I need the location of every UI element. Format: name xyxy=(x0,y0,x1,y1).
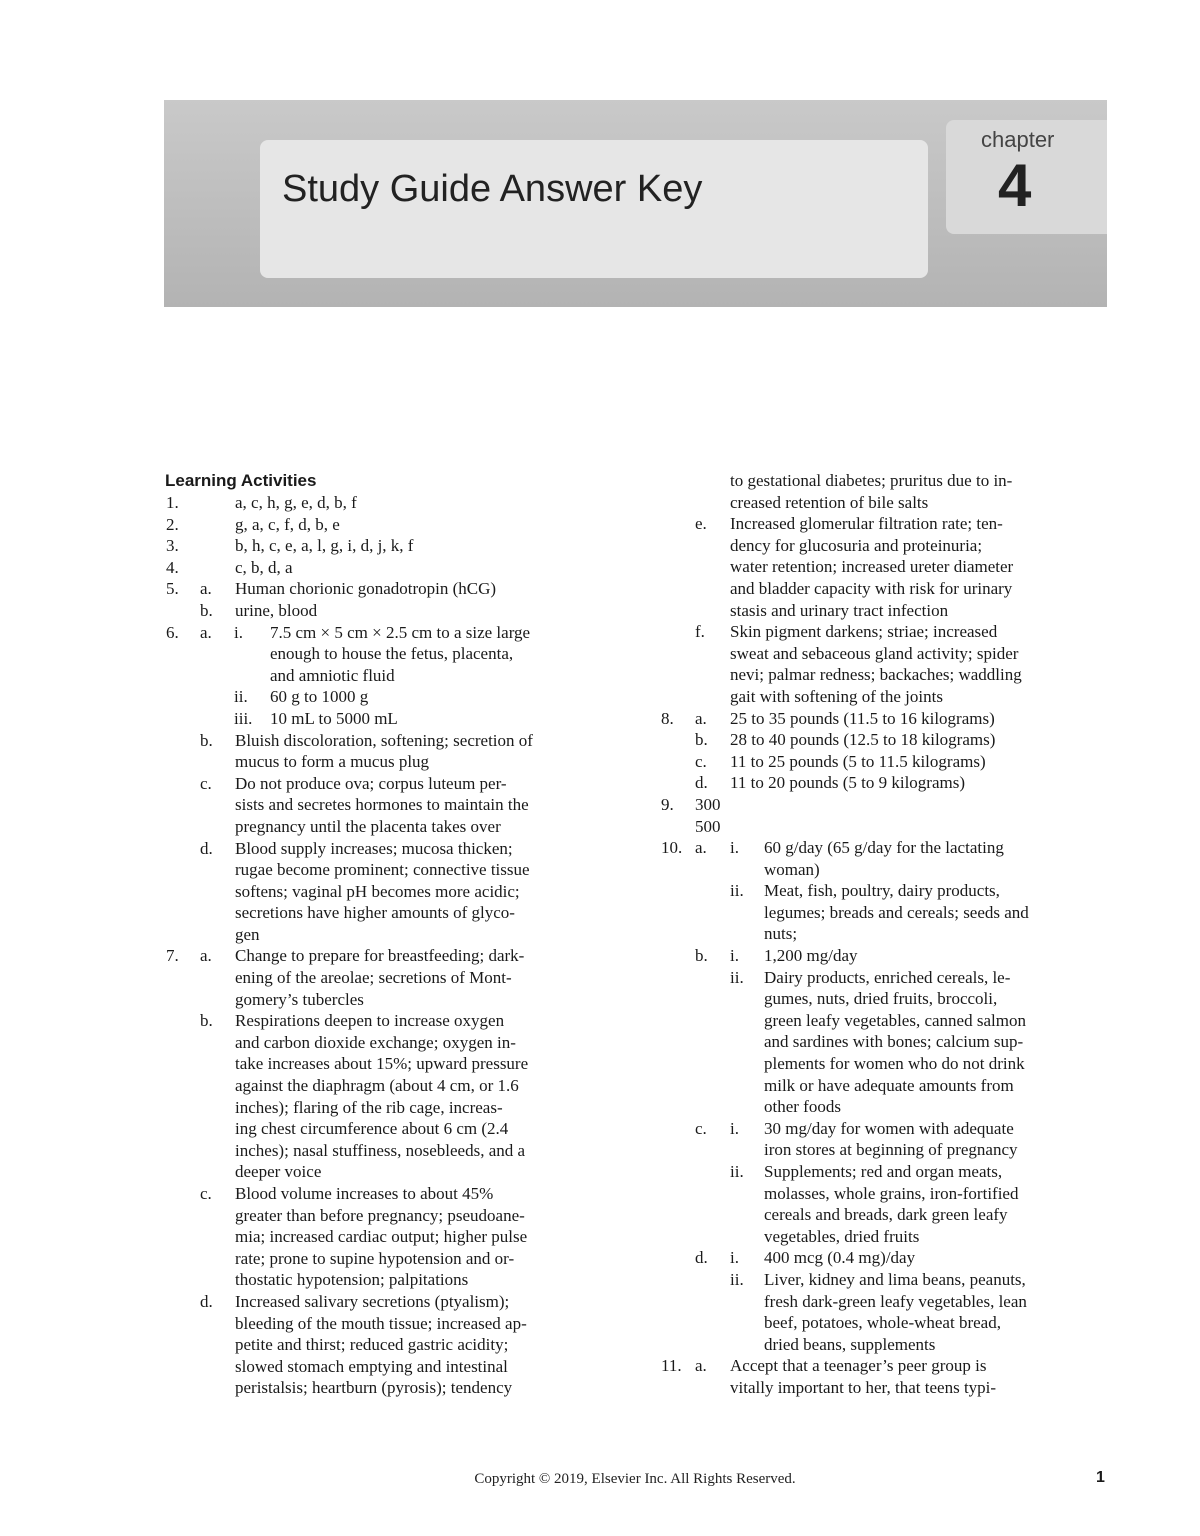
answer-text: water retention; increased ureter diameter xyxy=(730,557,1014,577)
sub-letter: b. xyxy=(695,730,708,750)
answer-line xyxy=(660,1053,1120,1075)
item-number: 9. xyxy=(661,794,674,814)
answer-text: 11 to 25 pounds (5 to 11.5 kilograms) xyxy=(730,751,986,771)
answer-line xyxy=(165,794,620,816)
answer-line xyxy=(660,772,1120,794)
answer-text: sists and secretes hormones to maintain the xyxy=(235,795,529,815)
answer-text: plements for women who do not drink xyxy=(764,1054,1025,1074)
answer-text: mucus to form a mucus plug xyxy=(235,752,430,772)
answer-text: ening of the areolae; secretions of Mont- xyxy=(235,968,512,988)
roman-numeral: ii. xyxy=(234,687,248,707)
answer-line xyxy=(660,1226,1120,1248)
answer-text: to gestational diabetes; pruritus due to in- xyxy=(730,471,1013,490)
item-number: 10. xyxy=(661,838,683,858)
answer-text: deeper voice xyxy=(235,1162,322,1182)
answer-text: and bladder capacity with risk for urinary xyxy=(730,578,1013,598)
answer-text: gomery’s tubercles xyxy=(235,989,364,1009)
left-column xyxy=(165,470,620,1399)
answer-text: woman) xyxy=(764,859,820,879)
answer-text: beef, potatoes, whole-wheat bread, xyxy=(764,1313,1001,1333)
answer-line xyxy=(165,557,620,579)
answer-line xyxy=(660,621,1120,643)
answer-text: iron stores at beginning of pregnancy xyxy=(764,1140,1018,1160)
answer-line xyxy=(660,1334,1120,1356)
answer-line xyxy=(165,1226,620,1248)
roman-numeral: ii. xyxy=(730,967,744,987)
answer-text: softens; vaginal pH becomes more acidic; xyxy=(235,881,520,901)
answer-line xyxy=(165,708,620,730)
answer-line xyxy=(165,1183,620,1205)
answer-text: stasis and urinary tract infection xyxy=(730,600,949,620)
answer-line xyxy=(660,729,1120,751)
answer-line xyxy=(660,1118,1120,1140)
answer-line xyxy=(165,514,620,536)
answer-line xyxy=(165,665,620,687)
answer-line xyxy=(165,1356,620,1378)
answer-line xyxy=(660,578,1120,600)
answer-line xyxy=(660,686,1120,708)
answer-text: nevi; palmar redness; backaches; waddling xyxy=(730,665,1022,685)
answer-text: Supplements; red and organ meats, xyxy=(764,1162,1003,1181)
answer-text: and sardines with bones; calcium sup- xyxy=(764,1032,1024,1052)
answer-text: 60 g to 1000 g xyxy=(270,687,369,707)
answer-line xyxy=(660,967,1120,989)
answer-text: Skin pigment darkens; striae; increased xyxy=(730,622,998,642)
answer-line xyxy=(660,923,1120,945)
answer-line xyxy=(660,1161,1120,1183)
answer-text: Blood volume increases to about 45% xyxy=(235,1184,494,1203)
answer-line xyxy=(165,1334,620,1356)
chapter-box xyxy=(946,120,1107,234)
sub-letter: d. xyxy=(200,1291,213,1311)
answer-text: gait with softening of the joints xyxy=(730,686,943,706)
chapter-number: 4 xyxy=(998,152,1032,219)
answer-line xyxy=(165,622,620,644)
chapter-banner xyxy=(164,100,1107,307)
answer-text: thostatic hypotension; palpitations xyxy=(235,1270,469,1290)
sub-letter: c. xyxy=(695,1118,707,1138)
answer-line xyxy=(660,1075,1120,1097)
answer-line xyxy=(660,1312,1120,1334)
roman-numeral: i. xyxy=(730,838,739,858)
right-column xyxy=(660,470,1120,1399)
sub-letter: a. xyxy=(200,622,212,642)
answer-text: 10 mL to 5000 mL xyxy=(270,708,398,728)
item-number: 8. xyxy=(661,708,674,728)
answer-text: vegetables, dried fruits xyxy=(764,1226,920,1246)
answer-line xyxy=(165,751,620,773)
answer-text: petite and thirst; reduced gastric acidity; xyxy=(235,1335,509,1355)
answer-line xyxy=(660,492,1120,514)
answer-text: Liver, kidney and lima beans, peanuts, xyxy=(764,1269,1026,1289)
answer-text: g, a, c, f, d, b, e xyxy=(235,514,340,534)
answer-line xyxy=(165,1248,620,1270)
sub-letter: a. xyxy=(695,1356,707,1376)
answer-line xyxy=(165,535,620,557)
sub-letter: e. xyxy=(695,514,707,534)
sub-letter: 500 xyxy=(695,816,721,836)
answer-text: 1,200 mg/day xyxy=(764,946,858,966)
answer-line xyxy=(165,1097,620,1119)
sub-letter: c. xyxy=(695,751,707,771)
sub-letter: d. xyxy=(200,838,213,858)
answer-line xyxy=(165,1075,620,1097)
answer-line xyxy=(660,1204,1120,1226)
answer-line xyxy=(165,1313,620,1335)
answer-text: a, c, h, g, e, d, b, f xyxy=(235,493,357,512)
answer-line xyxy=(165,1140,620,1162)
answer-text: Blood supply increases; mucosa thicken; xyxy=(235,838,513,858)
answer-text: nuts; xyxy=(764,924,798,944)
answer-text: greater than before pregnancy; pseudoane- xyxy=(235,1205,525,1225)
answer-text: Meat, fish, poultry, dairy products, xyxy=(764,881,1000,901)
answer-line xyxy=(660,535,1120,557)
answer-line xyxy=(660,470,1120,492)
answer-text: 30 mg/day for women with adequate xyxy=(764,1118,1014,1138)
answer-line xyxy=(660,751,1120,773)
sub-letter: d. xyxy=(695,1248,708,1268)
sub-letter: d. xyxy=(695,773,708,793)
answer-line xyxy=(660,902,1120,924)
answer-line xyxy=(165,1118,620,1140)
answer-text: against the diaphragm (about 4 cm, or 1.6 xyxy=(235,1076,519,1096)
answer-text: bleeding of the mouth tissue; increased ap- xyxy=(235,1313,527,1333)
answer-line xyxy=(165,578,620,600)
answer-text: b, h, c, e, a, l, g, i, d, j, k, f xyxy=(235,536,414,556)
chapter-label: chapter xyxy=(981,127,1055,152)
copyright-notice: Copyright © 2019, Elsevier Inc. All Rights Reserved. xyxy=(474,1471,796,1487)
answer-text: 28 to 40 pounds (12.5 to 18 kilograms) xyxy=(730,730,996,750)
answer-text: peristalsis; heartburn (pyrosis); tendency xyxy=(235,1378,513,1398)
answer-text: Human chorionic gonadotropin (hCG) xyxy=(235,579,497,599)
answer-line xyxy=(660,643,1120,665)
answer-text: urine, blood xyxy=(235,600,318,620)
answer-text: 7.5 cm × 5 cm × 2.5 cm to a size large xyxy=(270,622,531,642)
answer-line xyxy=(165,730,620,752)
answer-text: milk or have adequate amounts from xyxy=(764,1075,1014,1095)
answer-text: vitally important to her, that teens typi- xyxy=(730,1377,997,1397)
item-number: 5. xyxy=(166,579,179,599)
answer-text: gen xyxy=(235,924,260,944)
answer-line xyxy=(165,1053,620,1075)
answer-text: gumes, nuts, dried fruits, broccoli, xyxy=(764,989,998,1009)
answer-line xyxy=(660,708,1120,730)
item-number: 1. xyxy=(166,493,179,512)
title-box xyxy=(260,140,928,278)
answer-line xyxy=(660,1183,1120,1205)
answer-line xyxy=(165,643,620,665)
answer-line xyxy=(660,859,1120,881)
answer-line xyxy=(660,1010,1120,1032)
answer-line xyxy=(660,1377,1120,1399)
answer-line xyxy=(165,1010,620,1032)
answer-text: other foods xyxy=(764,1097,841,1117)
sub-letter: b. xyxy=(200,600,213,620)
item-number: 11. xyxy=(661,1356,682,1376)
answer-line xyxy=(660,1031,1120,1053)
answer-line xyxy=(165,859,620,881)
answer-text: and carbon dioxide exchange; oxygen in- xyxy=(235,1032,516,1052)
answer-line xyxy=(165,1161,620,1183)
answer-list-left xyxy=(165,492,620,1399)
answer-line xyxy=(165,600,620,622)
page-title: Study Guide Answer Key xyxy=(282,168,703,210)
roman-numeral: ii. xyxy=(730,1162,744,1181)
answer-line xyxy=(165,902,620,924)
answer-text: Change to prepare for breastfeeding; dark- xyxy=(235,946,525,966)
answer-text: take increases about 15%; upward pressure xyxy=(235,1054,529,1074)
answer-line xyxy=(660,600,1120,622)
item-number: 4. xyxy=(166,557,179,577)
answer-line xyxy=(660,816,1120,838)
answer-text: Increased salivary secretions (ptyalism); xyxy=(235,1291,510,1311)
answer-line xyxy=(660,880,1120,902)
answer-text: rugae become prominent; connective tissue xyxy=(235,860,530,880)
answer-text: mia; increased cardiac output; higher pulse xyxy=(235,1227,528,1247)
sub-letter: b. xyxy=(200,1011,213,1031)
sub-letter: a. xyxy=(200,946,212,966)
answer-text: inches); flaring of the rib cage, increas- xyxy=(235,1097,503,1117)
answer-line xyxy=(660,794,1120,816)
sub-letter: a. xyxy=(200,579,212,599)
answer-text: Do not produce ova; corpus luteum per- xyxy=(235,773,507,793)
sub-letter: b. xyxy=(695,946,708,966)
answer-line xyxy=(165,1377,620,1399)
item-number: 3. xyxy=(166,536,179,556)
item-number: 2. xyxy=(166,514,179,534)
sub-letter: c. xyxy=(200,1184,212,1203)
answer-line xyxy=(165,816,620,838)
answer-text: dried beans, supplements xyxy=(764,1334,936,1354)
answer-line xyxy=(660,1247,1120,1269)
answer-line xyxy=(660,664,1120,686)
page-number: 1 xyxy=(1096,1469,1105,1486)
answer-line xyxy=(660,556,1120,578)
answer-text: legumes; breads and cereals; seeds and xyxy=(764,902,1029,922)
answer-list-right xyxy=(660,470,1120,1399)
roman-numeral: iii. xyxy=(234,708,253,728)
answer-text: pregnancy until the placenta takes over xyxy=(235,816,501,836)
answer-line xyxy=(660,1139,1120,1161)
answer-line xyxy=(165,838,620,860)
answer-line xyxy=(660,837,1120,859)
answer-line xyxy=(165,967,620,989)
answer-text: and amniotic fluid xyxy=(270,665,395,685)
answer-line xyxy=(660,513,1120,535)
answer-text: ing chest circumference about 6 cm (2.4 xyxy=(235,1119,509,1139)
roman-numeral: i. xyxy=(234,622,243,642)
answer-text: 60 g/day (65 g/day for the lactating xyxy=(764,838,1004,858)
answer-line xyxy=(165,881,620,903)
roman-numeral: i. xyxy=(730,1118,739,1138)
answer-text: molasses, whole grains, iron-fortified xyxy=(764,1183,1019,1203)
answer-text: cereals and breads, dark green leafy xyxy=(764,1205,1008,1225)
sub-letter: f. xyxy=(695,622,705,642)
answer-line xyxy=(165,989,620,1011)
roman-numeral: i. xyxy=(730,1248,739,1268)
answer-line xyxy=(165,924,620,946)
roman-numeral: ii. xyxy=(730,1269,744,1289)
answer-line xyxy=(660,1096,1120,1118)
answer-text: Respirations deepen to increase oxygen xyxy=(235,1011,505,1031)
answer-text: sweat and sebaceous gland activity; spider xyxy=(730,643,1019,663)
answer-line xyxy=(165,1269,620,1291)
sub-letter: b. xyxy=(200,730,213,750)
answer-line xyxy=(165,773,620,795)
answer-text: 400 mcg (0.4 mg)/day xyxy=(764,1248,916,1268)
answer-text: rate; prone to supine hypotension and or- xyxy=(235,1248,515,1268)
answer-text: Dairy products, enriched cereals, le- xyxy=(764,967,1011,987)
answer-text: Bluish discoloration, softening; secretion of xyxy=(235,730,533,750)
section-heading: Learning Activities xyxy=(165,471,317,490)
answer-line xyxy=(165,945,620,967)
sub-letter: c. xyxy=(200,773,212,793)
answer-line xyxy=(165,492,620,514)
answer-line xyxy=(660,1355,1120,1377)
answer-text: Accept that a teenager’s peer group is xyxy=(730,1356,987,1376)
roman-numeral: ii. xyxy=(730,881,744,901)
answer-text: enough to house the fetus, placenta, xyxy=(270,644,514,664)
answer-text: inches); nasal stuffiness, nosebleeds, and a xyxy=(235,1140,526,1160)
answer-line xyxy=(660,945,1120,967)
answer-text: 25 to 35 pounds (11.5 to 16 kilograms) xyxy=(730,708,995,728)
answer-text: dency for glucosuria and proteinuria; xyxy=(730,535,983,555)
answer-text: creased retention of bile salts xyxy=(730,492,929,512)
answer-line xyxy=(660,988,1120,1010)
sub-letter: 300 xyxy=(695,794,721,814)
answer-text: secretions have higher amounts of glyco- xyxy=(235,903,515,923)
answer-text: slowed stomach emptying and intestinal xyxy=(235,1356,508,1376)
answer-line xyxy=(165,1032,620,1054)
sub-letter: a. xyxy=(695,838,707,858)
answer-line xyxy=(660,1269,1120,1291)
answer-text: fresh dark-green leafy vegetables, lean xyxy=(764,1291,1027,1311)
item-number: 7. xyxy=(166,946,179,966)
answer-text: 11 to 20 pounds (5 to 9 kilograms) xyxy=(730,773,965,793)
sub-letter: a. xyxy=(695,708,707,728)
answer-line xyxy=(165,686,620,708)
roman-numeral: i. xyxy=(730,946,739,966)
answer-text: Increased glomerular filtration rate; ten- xyxy=(730,514,1003,534)
answer-text: green leafy vegetables, canned salmon xyxy=(764,1010,1026,1030)
answer-line xyxy=(165,1205,620,1227)
item-number: 6. xyxy=(166,622,179,642)
answer-text: c, b, d, a xyxy=(235,557,293,577)
answer-line xyxy=(660,1291,1120,1313)
answer-line xyxy=(165,1291,620,1313)
